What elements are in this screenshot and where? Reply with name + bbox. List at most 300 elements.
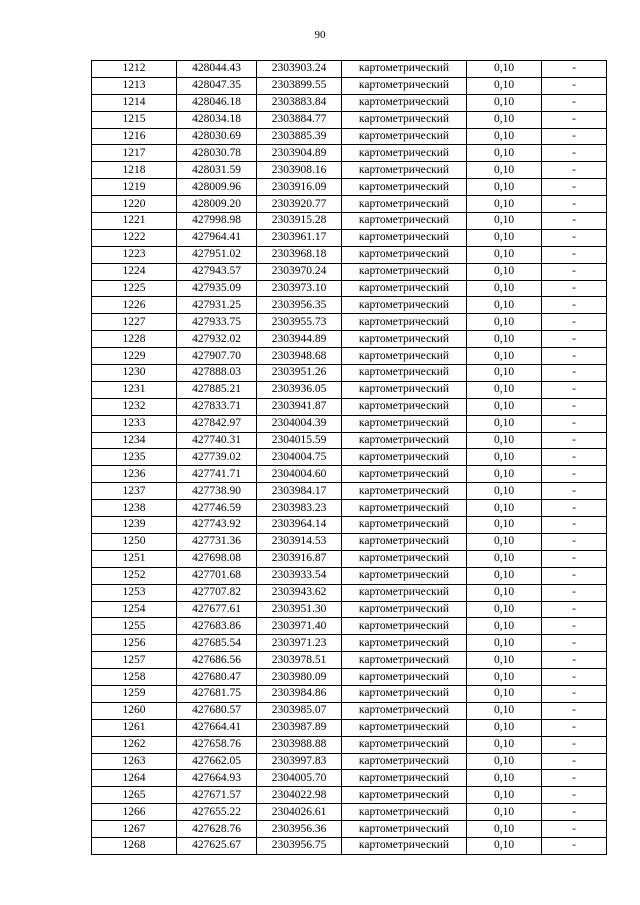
method-cell: картометрический (342, 635, 467, 652)
description-cell: - (542, 314, 607, 331)
y-coordinate-cell: 2304004.39 (257, 415, 342, 432)
accuracy-cell: 0,10 (467, 128, 542, 145)
table-row (92, 702, 607, 719)
x-coordinate-cell: 427935.09 (177, 280, 257, 297)
y-coordinate-cell: 2303904.89 (257, 145, 342, 162)
point-number-cell: 1252 (92, 567, 177, 584)
description-cell: - (542, 821, 607, 838)
method-cell: картометрический (342, 145, 467, 162)
x-coordinate-cell: 427888.03 (177, 365, 257, 382)
description-cell: - (542, 787, 607, 804)
accuracy-cell: 0,10 (467, 483, 542, 500)
x-coordinate-cell: 427746.59 (177, 500, 257, 517)
x-coordinate-cell: 427943.57 (177, 263, 257, 280)
y-coordinate-cell: 2303914.53 (257, 533, 342, 550)
method-cell: картометрический (342, 736, 467, 753)
accuracy-cell: 0,10 (467, 466, 542, 483)
accuracy-cell: 0,10 (467, 719, 542, 736)
y-coordinate-cell: 2303920.77 (257, 196, 342, 213)
y-coordinate-cell: 2303899.55 (257, 77, 342, 94)
point-number-cell: 1239 (92, 517, 177, 534)
description-cell: - (542, 500, 607, 517)
description-cell: - (542, 567, 607, 584)
table-row (92, 685, 607, 702)
point-number-cell: 1224 (92, 263, 177, 280)
x-coordinate-cell: 427933.75 (177, 314, 257, 331)
accuracy-cell: 0,10 (467, 77, 542, 94)
method-cell: картометрический (342, 398, 467, 415)
point-number-cell: 1268 (92, 837, 177, 854)
x-coordinate-cell: 427625.67 (177, 837, 257, 854)
point-number-cell: 1255 (92, 618, 177, 635)
method-cell: картометрический (342, 111, 467, 128)
x-coordinate-cell: 427738.90 (177, 483, 257, 500)
table-row (92, 770, 607, 787)
y-coordinate-cell: 2303955.73 (257, 314, 342, 331)
y-coordinate-cell: 2303956.36 (257, 821, 342, 838)
y-coordinate-cell: 2303943.62 (257, 584, 342, 601)
y-coordinate-cell: 2304026.61 (257, 804, 342, 821)
x-coordinate-cell: 427664.41 (177, 719, 257, 736)
point-number-cell: 1227 (92, 314, 177, 331)
description-cell: - (542, 601, 607, 618)
table-row (92, 398, 607, 415)
y-coordinate-cell: 2303983.23 (257, 500, 342, 517)
table-row (92, 77, 607, 94)
description-cell: - (542, 669, 607, 686)
method-cell: картометрический (342, 584, 467, 601)
x-coordinate-cell: 428031.59 (177, 162, 257, 179)
y-coordinate-cell: 2303968.18 (257, 246, 342, 263)
table-row (92, 196, 607, 213)
point-number-cell: 1222 (92, 229, 177, 246)
x-coordinate-cell: 428009.20 (177, 196, 257, 213)
table-row (92, 128, 607, 145)
method-cell: картометрический (342, 483, 467, 500)
page-number: 90 (314, 29, 326, 41)
point-number-cell: 1262 (92, 736, 177, 753)
method-cell: картометрический (342, 280, 467, 297)
accuracy-cell: 0,10 (467, 821, 542, 838)
table-row (92, 837, 607, 854)
description-cell: - (542, 652, 607, 669)
accuracy-cell: 0,10 (467, 196, 542, 213)
x-coordinate-cell: 427664.93 (177, 770, 257, 787)
accuracy-cell: 0,10 (467, 669, 542, 686)
table-row (92, 483, 607, 500)
coordinates-table-body (92, 61, 607, 855)
point-number-cell: 1263 (92, 753, 177, 770)
x-coordinate-cell: 427932.02 (177, 331, 257, 348)
table-row (92, 415, 607, 432)
description-cell: - (542, 753, 607, 770)
accuracy-cell: 0,10 (467, 618, 542, 635)
x-coordinate-cell: 428046.18 (177, 94, 257, 111)
point-number-cell: 1217 (92, 145, 177, 162)
x-coordinate-cell: 427628.76 (177, 821, 257, 838)
point-number-cell: 1258 (92, 669, 177, 686)
description-cell: - (542, 736, 607, 753)
accuracy-cell: 0,10 (467, 500, 542, 517)
description-cell: - (542, 280, 607, 297)
description-cell: - (542, 365, 607, 382)
y-coordinate-cell: 2303903.24 (257, 61, 342, 78)
y-coordinate-cell: 2304015.59 (257, 432, 342, 449)
description-cell: - (542, 162, 607, 179)
table-row (92, 229, 607, 246)
method-cell: картометрический (342, 804, 467, 821)
description-cell: - (542, 196, 607, 213)
table-row (92, 213, 607, 230)
description-cell: - (542, 702, 607, 719)
table-row (92, 550, 607, 567)
point-number-cell: 1250 (92, 533, 177, 550)
point-number-cell: 1219 (92, 179, 177, 196)
accuracy-cell: 0,10 (467, 398, 542, 415)
x-coordinate-cell: 427731.36 (177, 533, 257, 550)
table-row (92, 348, 607, 365)
description-cell: - (542, 432, 607, 449)
point-number-cell: 1254 (92, 601, 177, 618)
method-cell: картометрический (342, 432, 467, 449)
method-cell: картометрический (342, 263, 467, 280)
point-number-cell: 1256 (92, 635, 177, 652)
x-coordinate-cell: 428034.18 (177, 111, 257, 128)
table-row (92, 500, 607, 517)
x-coordinate-cell: 427686.56 (177, 652, 257, 669)
description-cell: - (542, 213, 607, 230)
y-coordinate-cell: 2303970.24 (257, 263, 342, 280)
description-cell: - (542, 263, 607, 280)
x-coordinate-cell: 427951.02 (177, 246, 257, 263)
x-coordinate-cell: 427680.57 (177, 702, 257, 719)
accuracy-cell: 0,10 (467, 753, 542, 770)
method-cell: картометрический (342, 179, 467, 196)
description-cell: - (542, 61, 607, 78)
point-number-cell: 1235 (92, 449, 177, 466)
table-row (92, 145, 607, 162)
y-coordinate-cell: 2303973.10 (257, 280, 342, 297)
method-cell: картометрический (342, 77, 467, 94)
table-row (92, 635, 607, 652)
description-cell: - (542, 618, 607, 635)
method-cell: картометрический (342, 652, 467, 669)
accuracy-cell: 0,10 (467, 635, 542, 652)
x-coordinate-cell: 427964.41 (177, 229, 257, 246)
y-coordinate-cell: 2303948.68 (257, 348, 342, 365)
method-cell: картометрический (342, 753, 467, 770)
table-row (92, 618, 607, 635)
y-coordinate-cell: 2303956.75 (257, 837, 342, 854)
point-number-cell: 1251 (92, 550, 177, 567)
y-coordinate-cell: 2303944.89 (257, 331, 342, 348)
point-number-cell: 1259 (92, 685, 177, 702)
method-cell: картометрический (342, 821, 467, 838)
accuracy-cell: 0,10 (467, 381, 542, 398)
description-cell: - (542, 635, 607, 652)
y-coordinate-cell: 2303978.51 (257, 652, 342, 669)
accuracy-cell: 0,10 (467, 263, 542, 280)
y-coordinate-cell: 2303916.09 (257, 179, 342, 196)
y-coordinate-cell: 2304005.70 (257, 770, 342, 787)
point-number-cell: 1213 (92, 77, 177, 94)
y-coordinate-cell: 2303941.87 (257, 398, 342, 415)
table-row (92, 280, 607, 297)
x-coordinate-cell: 427931.25 (177, 297, 257, 314)
y-coordinate-cell: 2304004.60 (257, 466, 342, 483)
description-cell: - (542, 145, 607, 162)
table-row (92, 753, 607, 770)
y-coordinate-cell: 2303984.17 (257, 483, 342, 500)
table-row (92, 821, 607, 838)
point-number-cell: 1226 (92, 297, 177, 314)
x-coordinate-cell: 427701.68 (177, 567, 257, 584)
table-row (92, 246, 607, 263)
x-coordinate-cell: 427833.71 (177, 398, 257, 415)
method-cell: картометрический (342, 669, 467, 686)
point-number-cell: 1237 (92, 483, 177, 500)
method-cell: картометрический (342, 466, 467, 483)
description-cell: - (542, 297, 607, 314)
accuracy-cell: 0,10 (467, 584, 542, 601)
point-number-cell: 1212 (92, 61, 177, 78)
point-number-cell: 1253 (92, 584, 177, 601)
table-row (92, 162, 607, 179)
accuracy-cell: 0,10 (467, 162, 542, 179)
y-coordinate-cell: 2303971.40 (257, 618, 342, 635)
table-row (92, 365, 607, 382)
method-cell: картометрический (342, 128, 467, 145)
method-cell: картометрический (342, 213, 467, 230)
x-coordinate-cell: 427681.75 (177, 685, 257, 702)
table-row (92, 736, 607, 753)
accuracy-cell: 0,10 (467, 365, 542, 382)
description-cell: - (542, 449, 607, 466)
accuracy-cell: 0,10 (467, 94, 542, 111)
table-row (92, 111, 607, 128)
method-cell: картометрический (342, 719, 467, 736)
accuracy-cell: 0,10 (467, 770, 542, 787)
description-cell: - (542, 719, 607, 736)
description-cell: - (542, 837, 607, 854)
point-number-cell: 1234 (92, 432, 177, 449)
accuracy-cell: 0,10 (467, 179, 542, 196)
table-row (92, 432, 607, 449)
y-coordinate-cell: 2303997.83 (257, 753, 342, 770)
x-coordinate-cell: 427707.82 (177, 584, 257, 601)
table-row (92, 179, 607, 196)
y-coordinate-cell: 2303951.26 (257, 365, 342, 382)
method-cell: картометрический (342, 517, 467, 534)
x-coordinate-cell: 427885.21 (177, 381, 257, 398)
table-row (92, 331, 607, 348)
x-coordinate-cell: 428047.35 (177, 77, 257, 94)
y-coordinate-cell: 2304022.98 (257, 787, 342, 804)
table-row (92, 449, 607, 466)
point-number-cell: 1236 (92, 466, 177, 483)
accuracy-cell: 0,10 (467, 111, 542, 128)
description-cell: - (542, 229, 607, 246)
x-coordinate-cell: 427842.97 (177, 415, 257, 432)
accuracy-cell: 0,10 (467, 533, 542, 550)
y-coordinate-cell: 2303964.14 (257, 517, 342, 534)
y-coordinate-cell: 2303933.54 (257, 567, 342, 584)
x-coordinate-cell: 427740.31 (177, 432, 257, 449)
accuracy-cell: 0,10 (467, 297, 542, 314)
description-cell: - (542, 415, 607, 432)
method-cell: картометрический (342, 567, 467, 584)
description-cell: - (542, 685, 607, 702)
x-coordinate-cell: 428044.43 (177, 61, 257, 78)
description-cell: - (542, 128, 607, 145)
table-row (92, 804, 607, 821)
y-coordinate-cell: 2303971.23 (257, 635, 342, 652)
description-cell: - (542, 466, 607, 483)
table-row (92, 533, 607, 550)
description-cell: - (542, 381, 607, 398)
description-cell: - (542, 94, 607, 111)
x-coordinate-cell: 427698.08 (177, 550, 257, 567)
x-coordinate-cell: 428030.69 (177, 128, 257, 145)
description-cell: - (542, 331, 607, 348)
description-cell: - (542, 483, 607, 500)
table-row (92, 787, 607, 804)
table-row (92, 517, 607, 534)
method-cell: картометрический (342, 331, 467, 348)
description-cell: - (542, 246, 607, 263)
table-row (92, 719, 607, 736)
description-cell: - (542, 179, 607, 196)
point-number-cell: 1266 (92, 804, 177, 821)
accuracy-cell: 0,10 (467, 145, 542, 162)
accuracy-cell: 0,10 (467, 787, 542, 804)
description-cell: - (542, 804, 607, 821)
accuracy-cell: 0,10 (467, 567, 542, 584)
accuracy-cell: 0,10 (467, 280, 542, 297)
y-coordinate-cell: 2303936.05 (257, 381, 342, 398)
description-cell: - (542, 517, 607, 534)
point-number-cell: 1238 (92, 500, 177, 517)
x-coordinate-cell: 427677.61 (177, 601, 257, 618)
description-cell: - (542, 111, 607, 128)
table-row (92, 652, 607, 669)
description-cell: - (542, 550, 607, 567)
method-cell: картометрический (342, 837, 467, 854)
x-coordinate-cell: 428030.78 (177, 145, 257, 162)
table-row (92, 584, 607, 601)
accuracy-cell: 0,10 (467, 685, 542, 702)
method-cell: картометрический (342, 702, 467, 719)
y-coordinate-cell: 2303985.07 (257, 702, 342, 719)
method-cell: картометрический (342, 314, 467, 331)
accuracy-cell: 0,10 (467, 449, 542, 466)
point-number-cell: 1261 (92, 719, 177, 736)
table-row (92, 297, 607, 314)
table-row (92, 567, 607, 584)
point-number-cell: 1218 (92, 162, 177, 179)
table-row (92, 669, 607, 686)
method-cell: картометрический (342, 787, 467, 804)
coordinates-table (91, 60, 607, 855)
x-coordinate-cell: 427671.57 (177, 787, 257, 804)
x-coordinate-cell: 427741.71 (177, 466, 257, 483)
x-coordinate-cell: 427685.54 (177, 635, 257, 652)
table-row (92, 61, 607, 78)
point-number-cell: 1230 (92, 365, 177, 382)
point-number-cell: 1257 (92, 652, 177, 669)
x-coordinate-cell: 427680.47 (177, 669, 257, 686)
accuracy-cell: 0,10 (467, 804, 542, 821)
accuracy-cell: 0,10 (467, 213, 542, 230)
y-coordinate-cell: 2303984.86 (257, 685, 342, 702)
point-number-cell: 1260 (92, 702, 177, 719)
method-cell: картометрический (342, 246, 467, 263)
description-cell: - (542, 533, 607, 550)
point-number-cell: 1265 (92, 787, 177, 804)
y-coordinate-cell: 2303988.88 (257, 736, 342, 753)
method-cell: картометрический (342, 770, 467, 787)
point-number-cell: 1229 (92, 348, 177, 365)
y-coordinate-cell: 2304004.75 (257, 449, 342, 466)
y-coordinate-cell: 2303884.77 (257, 111, 342, 128)
accuracy-cell: 0,10 (467, 229, 542, 246)
accuracy-cell: 0,10 (467, 601, 542, 618)
method-cell: картометрический (342, 449, 467, 466)
point-number-cell: 1228 (92, 331, 177, 348)
method-cell: картометрический (342, 162, 467, 179)
point-number-cell: 1214 (92, 94, 177, 111)
point-number-cell: 1231 (92, 381, 177, 398)
point-number-cell: 1225 (92, 280, 177, 297)
method-cell: картометрический (342, 381, 467, 398)
accuracy-cell: 0,10 (467, 331, 542, 348)
y-coordinate-cell: 2303883.84 (257, 94, 342, 111)
method-cell: картометрический (342, 533, 467, 550)
method-cell: картометрический (342, 348, 467, 365)
table-row (92, 94, 607, 111)
x-coordinate-cell: 428009.96 (177, 179, 257, 196)
method-cell: картометрический (342, 618, 467, 635)
description-cell: - (542, 77, 607, 94)
x-coordinate-cell: 427998.98 (177, 213, 257, 230)
method-cell: картометрический (342, 601, 467, 618)
accuracy-cell: 0,10 (467, 348, 542, 365)
point-number-cell: 1215 (92, 111, 177, 128)
accuracy-cell: 0,10 (467, 702, 542, 719)
y-coordinate-cell: 2303980.09 (257, 669, 342, 686)
accuracy-cell: 0,10 (467, 517, 542, 534)
table-row (92, 263, 607, 280)
method-cell: картометрический (342, 61, 467, 78)
x-coordinate-cell: 427655.22 (177, 804, 257, 821)
point-number-cell: 1220 (92, 196, 177, 213)
y-coordinate-cell: 2303961.17 (257, 229, 342, 246)
x-coordinate-cell: 427662.05 (177, 753, 257, 770)
method-cell: картометрический (342, 365, 467, 382)
point-number-cell: 1267 (92, 821, 177, 838)
y-coordinate-cell: 2303915.28 (257, 213, 342, 230)
x-coordinate-cell: 427658.76 (177, 736, 257, 753)
table-row (92, 466, 607, 483)
method-cell: картометрический (342, 415, 467, 432)
accuracy-cell: 0,10 (467, 550, 542, 567)
accuracy-cell: 0,10 (467, 432, 542, 449)
point-number-cell: 1223 (92, 246, 177, 263)
x-coordinate-cell: 427743.92 (177, 517, 257, 534)
point-number-cell: 1221 (92, 213, 177, 230)
y-coordinate-cell: 2303987.89 (257, 719, 342, 736)
x-coordinate-cell: 427907.70 (177, 348, 257, 365)
